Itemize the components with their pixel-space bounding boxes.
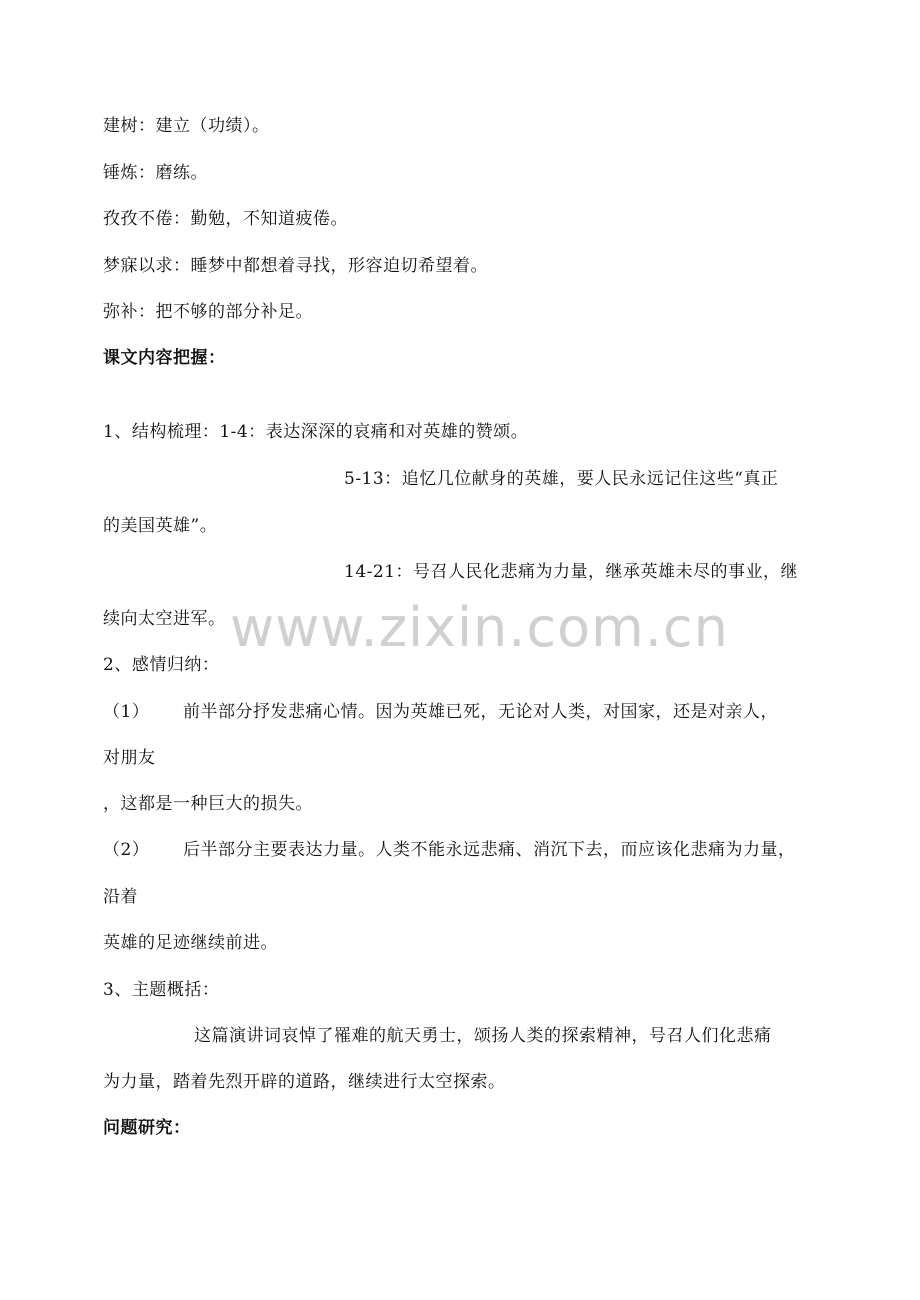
- glossary-item-mengmeiyiqiu: 梦寐以求：睡梦中都想着寻找，形容迫切希望着。: [103, 256, 488, 276]
- emotion-item-1-text: 前半部分抒发悲痛心情。因为英雄已死，无论对人类，对国家，还是对亲人，: [183, 702, 778, 722]
- watermark: www.zixin.com.cn: [230, 596, 729, 659]
- emotion-heading: 2、感情归纳：: [103, 655, 220, 675]
- glossary-item-chuilian: 锤炼：磨练。: [103, 163, 208, 183]
- emotion-item-2-text: 后半部分主要表达力量。人类不能永远悲痛、消沉下去，而应该化悲痛为力量，: [183, 840, 796, 860]
- structure-part-2-cont: 的美国英雄”。: [103, 516, 218, 536]
- glossary-item-mibu: 弥补：把不够的部分补足。: [103, 302, 313, 322]
- emotion-item-1: [103, 700, 778, 724]
- theme-text: 这篇演讲词哀悼了罹难的航天勇士，颂扬人类的探索精神，号召人们化悲痛: [194, 1026, 772, 1046]
- emotion-item-2-cont2: 英雄的足迹继续前进。: [103, 933, 278, 953]
- section-heading-content: 课文内容把握：: [103, 348, 226, 368]
- emotion-item-1-cont2: ，这都是一种巨大的损失。: [103, 794, 313, 814]
- theme-text-cont: 为力量，踏着先烈开辟的道路，继续进行太空探索。: [103, 1072, 506, 1092]
- emotion-item-2: [103, 838, 796, 862]
- section-heading-research: 问题研究：: [103, 1118, 191, 1138]
- structure-part-3: 14-21：号召人民化悲痛为力量，继承英雄未尽的事业，继: [344, 562, 799, 582]
- emotion-item-2-number: （2）: [103, 840, 150, 860]
- emotion-item-2-cont1: 沿着: [103, 887, 138, 907]
- structure-line-1: 1、结构梳理：1-4：表达深深的哀痛和对英雄的赞颂。: [103, 422, 529, 442]
- structure-part-2: 5-13：追忆几位献身的英雄，要人民永远记住这些“真正: [344, 469, 779, 489]
- emotion-item-1-cont1: 对朋友: [103, 748, 156, 768]
- glossary-item-jianshu: 建树：建立（功绩）。: [103, 116, 270, 136]
- theme-heading: 3、主题概括：: [103, 980, 220, 1000]
- structure-part-3-cont: 续向太空进军。: [103, 609, 226, 629]
- glossary-item-zizibujuan: 孜孜不倦：勤勉，不知道疲倦。: [103, 209, 348, 229]
- emotion-item-1-number: （1）: [103, 702, 150, 722]
